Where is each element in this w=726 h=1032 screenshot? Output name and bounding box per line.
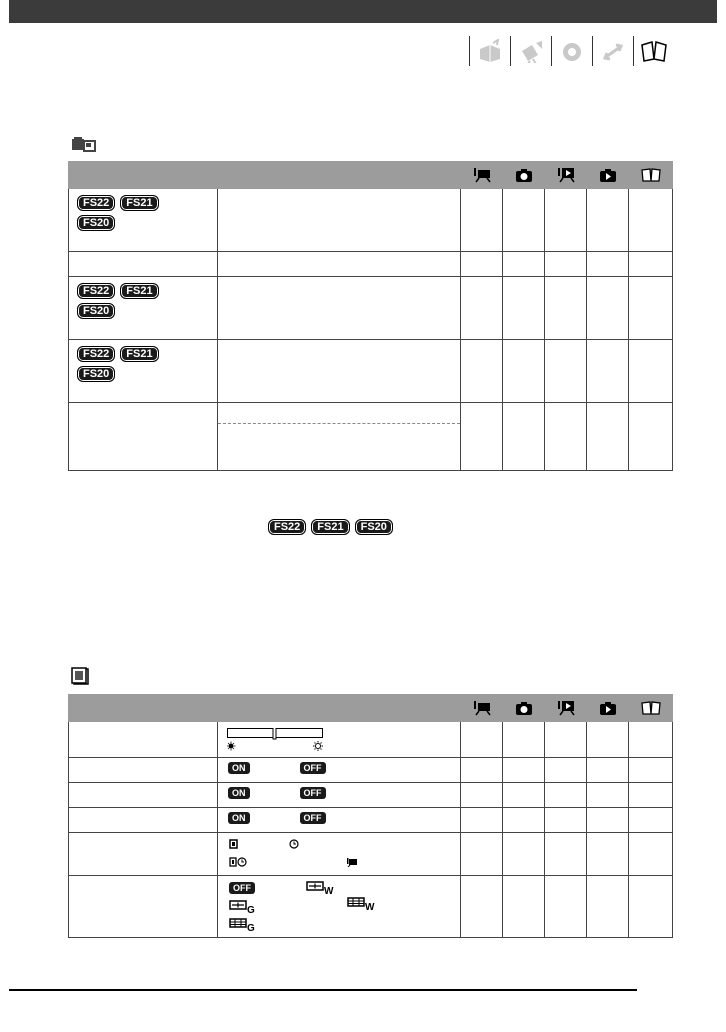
photo-playback-column-header [587, 162, 629, 189]
svg-text:W: W [365, 902, 375, 911]
svg-text:G: G [247, 905, 255, 914]
media-info-icon[interactable] [229, 839, 239, 849]
table-row [69, 277, 673, 340]
movie-playback-column-header [545, 162, 587, 189]
marker-level-grey-icon[interactable] [229, 900, 257, 914]
on-option[interactable]: ON [228, 787, 250, 799]
memory-card-menu-icon [71, 136, 97, 157]
menu-item-cell [69, 808, 218, 833]
menu-item-cell [69, 833, 218, 876]
external-connections-icon[interactable] [592, 36, 633, 66]
model-badge-fs22: FS22 [77, 283, 115, 299]
setting-cell [218, 722, 461, 758]
svg-text:W: W [324, 886, 334, 895]
menu-item-cell [69, 758, 218, 783]
header-bar [9, 0, 717, 23]
movie-playback-icon [545, 696, 586, 720]
model-badge-fs22: FS22 [77, 346, 115, 362]
menu-item-cell [69, 876, 218, 938]
setting-cell [218, 252, 461, 277]
menu-item-cell [69, 403, 218, 471]
movie-record-icon [461, 696, 502, 720]
model-badge-fs20: FS20 [77, 303, 115, 319]
menu-item-cell [69, 189, 218, 252]
recording-video-icon[interactable] [510, 36, 551, 66]
menu-item-cell [69, 340, 218, 403]
on-option[interactable]: ON [228, 812, 250, 824]
display-setup-menu-icon [71, 667, 91, 690]
dashed-divider [218, 423, 460, 424]
display-settings-table [68, 694, 673, 938]
table-row [69, 758, 673, 783]
movie-record-column-header [461, 695, 503, 722]
marker-grid-grey-icon[interactable] [229, 918, 257, 932]
setting-cell [218, 189, 461, 252]
movie-record-column-header [461, 162, 503, 189]
menu-item-cell [69, 252, 218, 277]
photo-record-icon [503, 696, 544, 720]
menu-item-cell [69, 722, 218, 758]
svg-text:G: G [247, 923, 255, 932]
photo-record-column-header [503, 695, 545, 722]
off-option[interactable]: OFF [300, 812, 326, 824]
page-reference-book-icon [629, 163, 672, 187]
page-reference-column-header [629, 162, 673, 189]
brightness-slider[interactable] [227, 728, 327, 752]
setting-options-column-header [218, 162, 461, 189]
model-badge-fs20: FS20 [355, 519, 393, 535]
bright-brightness-icon [313, 741, 323, 751]
chapter-navigation [469, 36, 674, 66]
table-row [69, 403, 673, 471]
menu-item-cell [69, 277, 218, 340]
photo-playback-icon [587, 696, 628, 720]
page-reference-column-header [629, 695, 673, 722]
model-badge-fs21: FS21 [120, 195, 158, 211]
menu-item-column-header [69, 695, 218, 722]
movie-record-icon [461, 163, 502, 187]
setting-cell [218, 833, 461, 876]
model-badge-fs21: FS21 [120, 346, 158, 362]
photo-playback-column-header [587, 695, 629, 722]
photo-record-icon [503, 163, 544, 187]
marker-grid-white-icon[interactable] [347, 897, 375, 911]
setting-cell [218, 876, 461, 938]
table-row [69, 783, 673, 808]
photo-icon[interactable] [551, 36, 592, 66]
photo-playback-icon [587, 163, 628, 187]
off-option[interactable]: OFF [229, 882, 255, 894]
model-badge-fs20: FS20 [77, 366, 115, 382]
table-row [69, 876, 673, 938]
table-header-row [69, 162, 673, 189]
page-reference-book-icon [629, 696, 672, 720]
setting-cell [218, 783, 461, 808]
table-row [69, 189, 673, 252]
menu-item-column-header [69, 162, 218, 189]
movie-playback-column-header [545, 695, 587, 722]
on-option[interactable]: ON [228, 762, 250, 774]
footer-rule [9, 989, 637, 991]
table-row [69, 340, 673, 403]
camera-data-icon[interactable] [346, 857, 358, 867]
model-badge-fs22: FS22 [77, 195, 115, 211]
setting-cell [218, 758, 461, 783]
setting-options-column-header [218, 695, 461, 722]
table-row [69, 833, 673, 876]
intro-icon[interactable] [469, 36, 510, 66]
dim-brightness-icon [227, 742, 236, 751]
table-row [69, 808, 673, 833]
model-badge-group [268, 519, 393, 535]
setting-cell [218, 403, 461, 471]
off-option[interactable]: OFF [300, 762, 326, 774]
photo-record-column-header [503, 162, 545, 189]
marker-level-white-icon[interactable] [306, 881, 334, 895]
setting-cell [218, 808, 461, 833]
movie-playback-icon [545, 163, 586, 187]
table-header-row [69, 695, 673, 722]
model-badge-fs21: FS21 [120, 283, 158, 299]
table-row [69, 252, 673, 277]
menu-item-cell [69, 783, 218, 808]
media-and-clock-icon[interactable] [229, 857, 247, 867]
clock-icon[interactable] [289, 839, 299, 849]
setting-cell [218, 340, 461, 403]
model-badge-fs21: FS21 [311, 519, 349, 535]
table-row [69, 722, 673, 758]
additional-info-book-icon[interactable] [633, 36, 674, 66]
memory-operations-settings-table [68, 161, 673, 471]
setting-cell [218, 277, 461, 340]
model-badge-fs22: FS22 [268, 519, 306, 535]
model-badge-fs20: FS20 [77, 215, 115, 231]
off-option[interactable]: OFF [300, 787, 326, 799]
